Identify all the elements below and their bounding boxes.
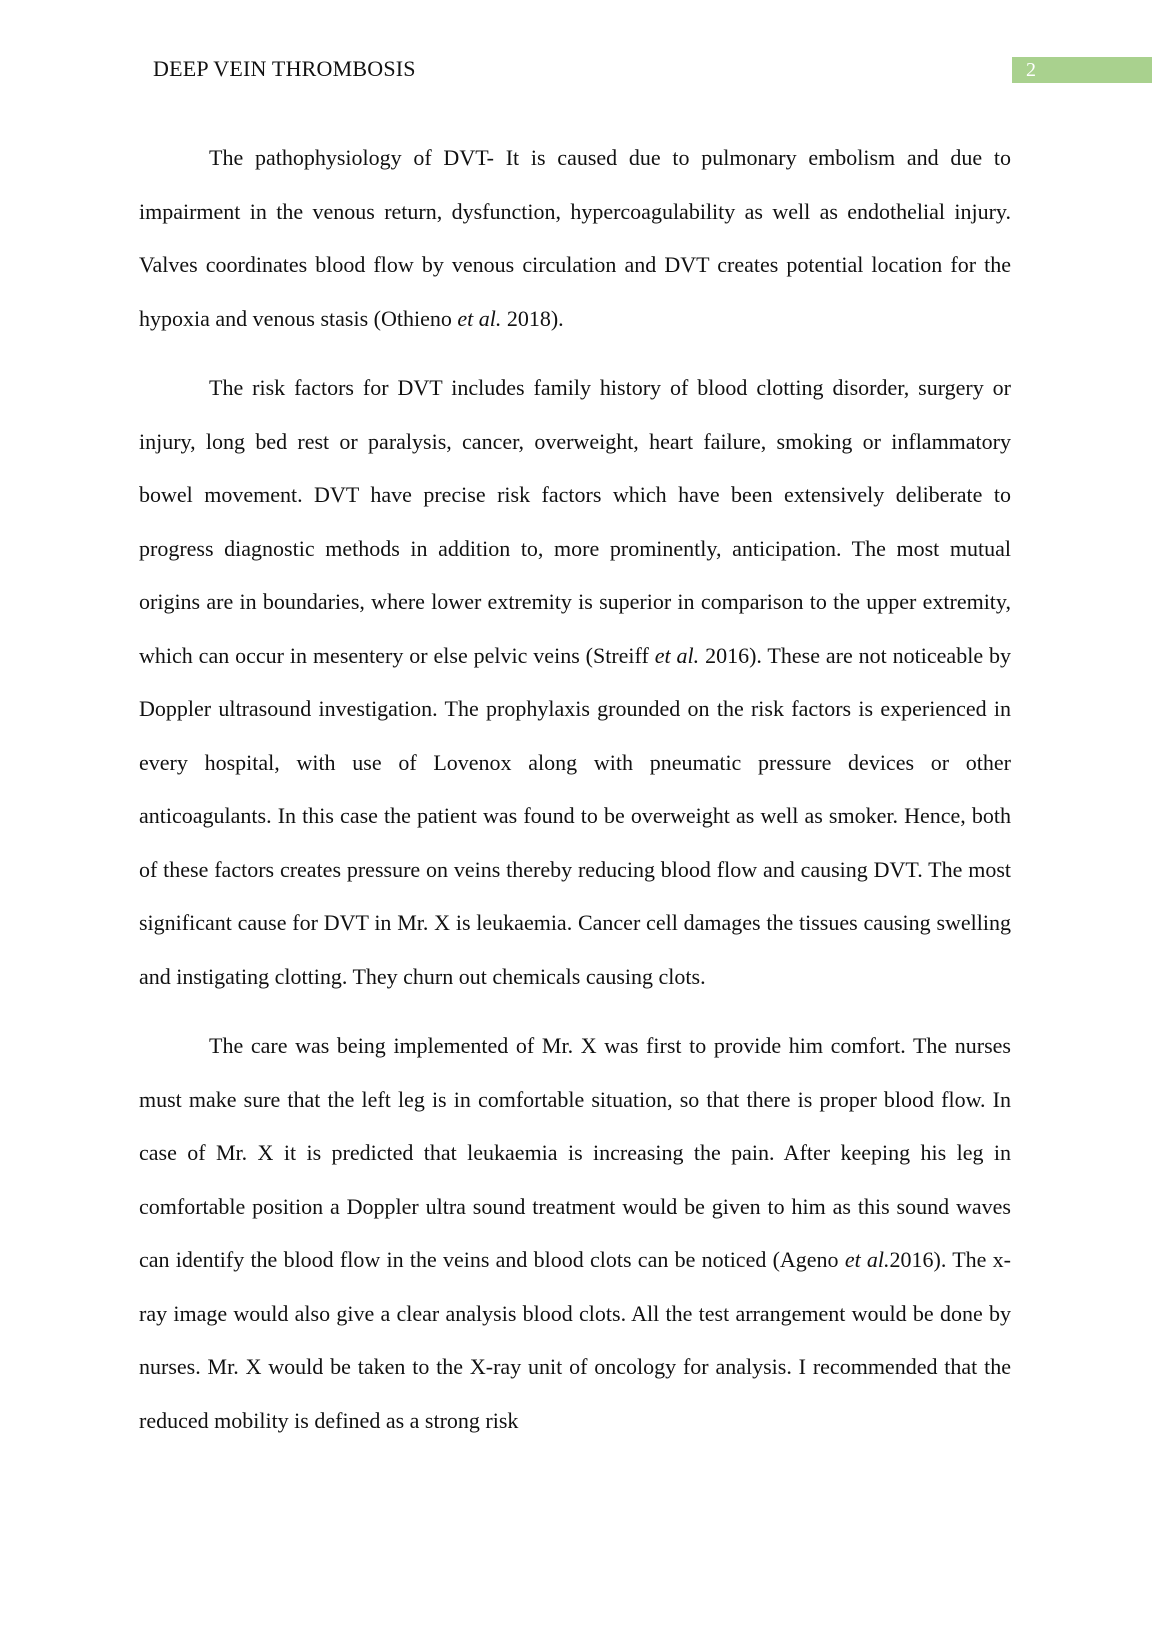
- paragraph-text: 2018).: [501, 305, 564, 331]
- paragraph-pathophysiology: [139, 131, 1011, 345]
- paragraph-text: The care was being implemented of Mr. X was first to provide him comfort. The nurses must make sure that the left leg is in comfortable situation, so that there is proper blood flow. In case of Mr. X it is predicted that leukaemia is increasing the pain. After keeping his leg in comfortable position a Doppler ultra sound treatment would be given to him as this sound waves can identify the blood flow in the veins and blood clots can be noticed (Ageno: [139, 1033, 1011, 1272]
- paragraph-risk-factors: [139, 361, 1011, 1003]
- page-number: 2: [1012, 57, 1152, 83]
- paragraph-text: 2016). These are not noticeable by Doppler ultrasound investigation. The prophylaxis grounded on the risk factors is experienced in every hospital, with use of Lovenox along with pneumatic pressure devices or other anticoagulants. In this case the patient was found to be overweight as well as smoker. Hence, both of these factors creates pressure on veins thereby reducing blood flow and causing DVT. The most significant cause for DVT in Mr. X is leukaemia. Cancer cell damages the tissues causing swelling and instigating clotting. They churn out chemicals causing clots.: [139, 642, 1011, 989]
- citation-et-al: et al.: [844, 1247, 890, 1272]
- paragraph-text: 2016). The x-ray image would also give a clear analysis blood clots. All the test arrangement would be done by nurses. Mr. X would be taken to the X-ray unit of oncology for analysis. I recommended that the reduced mobility is defined as a strong risk: [139, 1247, 1011, 1433]
- paragraph-text: The risk factors for DVT includes family history of blood clotting disorder, surgery or injury, long bed rest or paralysis, cancer, overweight, heart failure, smoking or inflammatory bowel movement. DVT have precise risk factors which have been extensively deliberate to progress diagnostic methods in addition to, more prominently, anticipation. The most mutual origins are in boundaries, where lower extremity is superior in comparison to the upper extremity, which can occur in mesentery or else pelvic veins (Streiff: [139, 375, 1011, 668]
- paragraph-care: [139, 1019, 1011, 1447]
- running-head: DEEP VEIN THROMBOSIS: [153, 56, 416, 81]
- paragraph-text: The pathophysiology of DVT- It is caused due to pulmonary embolism and due to impairment in the venous return, dysfunction, hypercoagulability as well as endothelial injury. Valves coordinates blood flow by venous circulation and DVT creates potential location for the hypoxia and venous stasis (Othieno: [139, 145, 1011, 331]
- citation-et-al: et al.: [457, 305, 502, 331]
- citation-et-al: et al.: [654, 642, 700, 668]
- document-body: [139, 131, 1011, 1463]
